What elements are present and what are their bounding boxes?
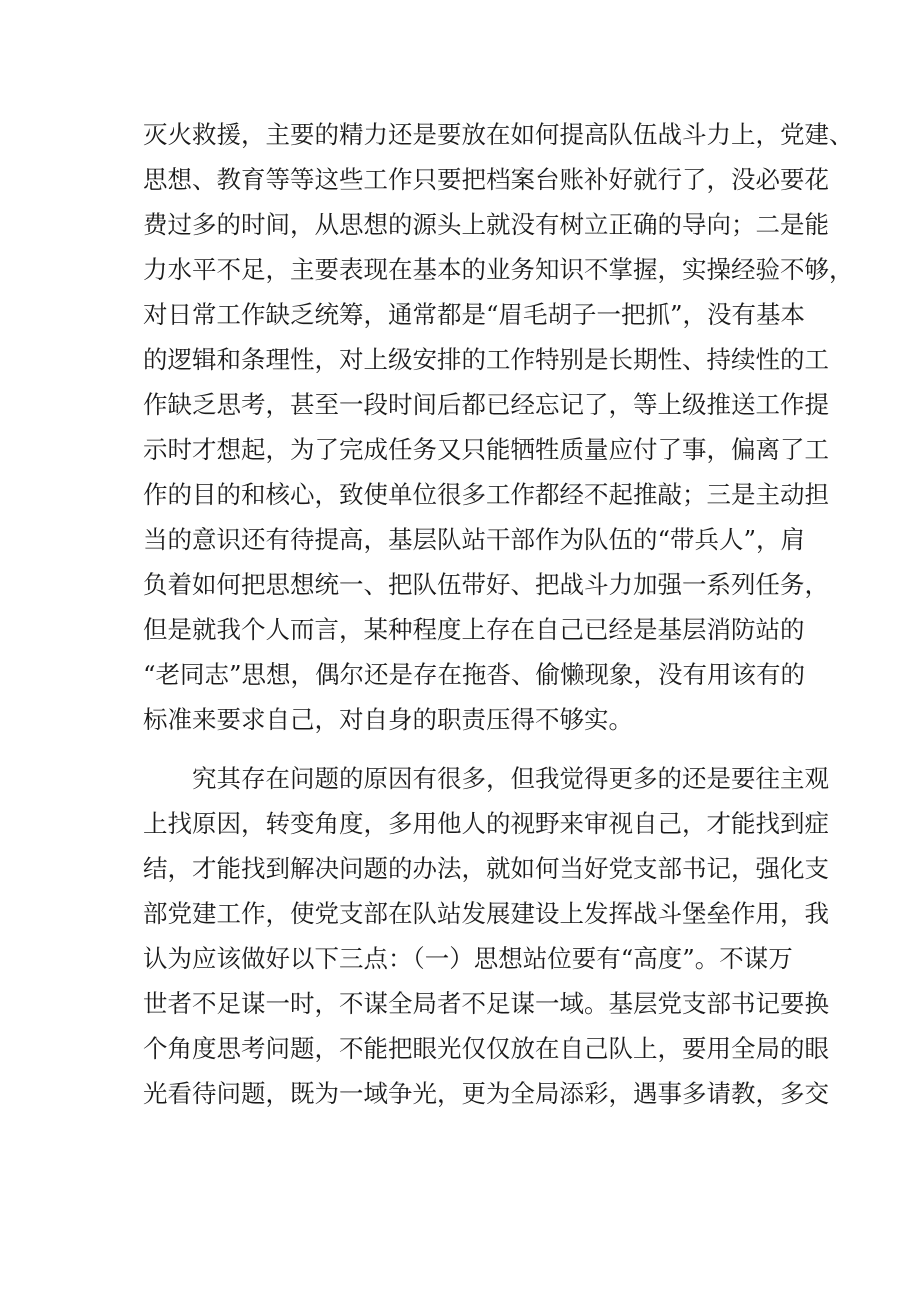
paragraph-spacer [143,742,783,756]
text-line: 结，才能找到解决问题的办法，就如何当好党支部书记，强化支 [143,854,829,883]
text-line: 的逻辑和条理性，对上级安排的工作特别是长期性、持续性的工 [143,345,829,374]
text-line: 示时才想起，为了完成任务又只能牺牲质量应付了事，偏离了工 [143,435,829,464]
paragraph-1 [143,112,854,742]
text-line: 标准来要求自己，对自身的职责压得不够实。 [143,705,633,734]
text-line: 个角度思考问题，不能把眼光仅仅放在自己队上，要用全局的眼 [143,1034,829,1063]
text-line: 对日常工作缺乏统筹，通常都是“眉毛胡子一把抓”，没有基本 [143,300,806,329]
text-line: 部党建工作，使党支部在队站发展建设上发挥战斗堡垒作用，我 [143,899,829,928]
paragraph-2 [143,756,829,1116]
text-line: 世者不足谋一时，不谋全局者不足谋一域。基层党支部书记要换 [143,989,829,1018]
text-line: 当的意识还有待提高，基层队站干部作为队伍的“带兵人”，肩 [143,525,806,554]
text-line: 作的目的和核心，致使单位很多工作都经不起推敲；三是主动担 [143,480,829,509]
document-body [143,112,854,1116]
text-line: 上找原因，转变角度，多用他人的视野来审视自己，才能找到症 [143,809,829,838]
text-line: 力水平不足，主要表现在基本的业务知识不掌握，实操经验不够， [143,255,854,284]
text-line: 认为应该做好以下三点：（一）思想站位要有“高度”。不谋万 [143,944,793,973]
text-line: 但是就我个人而言，某种程度上存在自己已经是基层消防站的 [143,615,805,644]
text-line: 费过多的时间，从思想的源头上就没有树立正确的导向；二是能 [143,210,829,239]
text-line: 究其存在问题的原因有很多，但我觉得更多的还是要往主观 [143,764,829,793]
text-line: 思想、教育等等这些工作只要把档案台账补好就行了，没必要花 [143,165,829,194]
text-line: “老同志”思想，偶尔还是存在拖沓、偷懒现象，没有用该有的 [143,660,806,689]
text-line: 作缺乏思考，甚至一段时间后都已经忘记了，等上级推送工作提 [143,390,829,419]
text-line: 光看待问题，既为一域争光，更为全局添彩，遇事多请教，多交 [143,1079,829,1108]
text-line: 负着如何把思想统一、把队伍带好、把战斗力加强一系列任务， [143,570,829,599]
text-line: 灭火救援，主要的精力还是要放在如何提高队伍战斗力上，党建、 [143,120,854,149]
